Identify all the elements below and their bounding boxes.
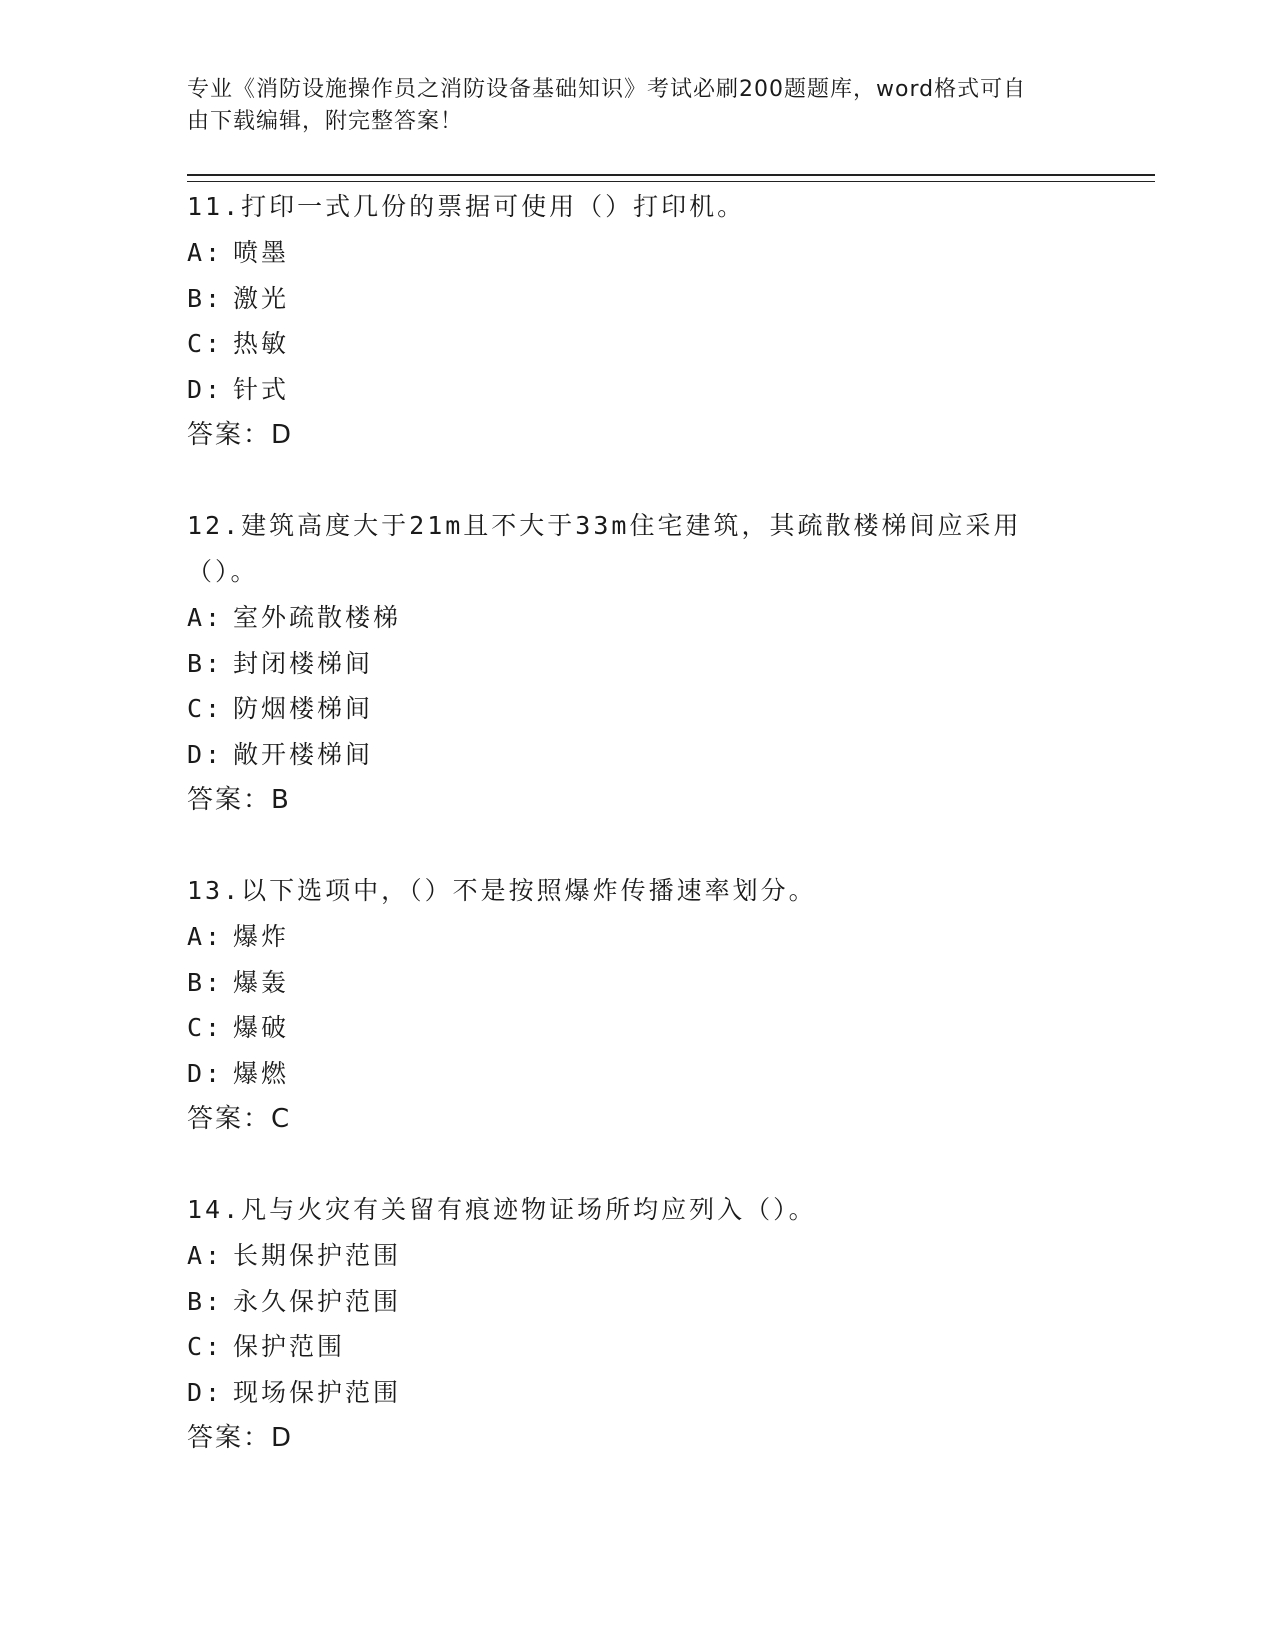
question-item [187, 184, 1155, 458]
option-text: 爆破 [233, 1013, 290, 1042]
option-c [187, 321, 1155, 367]
question-item [187, 868, 1155, 1142]
option-key: D: [187, 739, 224, 769]
option-d [187, 732, 1155, 778]
option-key: C: [187, 1013, 224, 1042]
answer-line: 答案：D [187, 420, 294, 450]
option-d [187, 367, 1155, 413]
option-key: B: [187, 648, 224, 678]
question-list [187, 184, 1155, 1461]
question-stem: 12.建筑高度大于21m且不大于33m住宅建筑，其疏散楼梯间应采用（）。 [187, 511, 1022, 586]
option-b [187, 641, 1155, 687]
option-text: 室外疏散楼梯 [233, 603, 402, 632]
option-text: 现场保护范围 [233, 1377, 402, 1407]
option-a [187, 914, 1155, 960]
option-text: 喷墨 [233, 238, 290, 267]
option-text: 防烟楼梯间 [233, 694, 374, 723]
option-b [187, 960, 1155, 1006]
option-key: A: [187, 1241, 224, 1270]
answer-line: 答案：B [187, 785, 291, 815]
option-text: 永久保护范围 [233, 1286, 402, 1316]
question-stem: 13.以下选项中，（）不是按照爆炸传播速率划分。 [187, 876, 817, 905]
option-d [187, 1370, 1155, 1416]
option-b [187, 276, 1155, 322]
question-stem: 14.凡与火灾有关留有痕迹物证场所均应列入（）。 [187, 1195, 817, 1224]
option-key: C: [187, 694, 224, 723]
option-text: 爆炸 [233, 922, 290, 951]
option-key: B: [187, 1286, 224, 1316]
option-key: D: [187, 374, 224, 404]
document-title: 专业《消防设施操作员之消防设备基础知识》考试必刷200题题库，word格式可自由下载编辑，附完整答案！ [187, 77, 1027, 134]
option-key: A: [187, 922, 224, 951]
header-divider [187, 174, 1155, 182]
option-d [187, 1051, 1155, 1097]
option-a [187, 595, 1155, 641]
option-c [187, 1324, 1155, 1370]
question-item [187, 503, 1155, 823]
option-text: 爆燃 [233, 1058, 290, 1088]
answer-line: 答案：C [187, 1104, 292, 1134]
option-key: B: [187, 283, 224, 313]
option-text: 敞开楼梯间 [233, 739, 374, 769]
document-page [187, 74, 1155, 1506]
option-a [187, 230, 1155, 276]
answer-line: 答案：D [187, 1423, 294, 1453]
option-c [187, 686, 1155, 732]
option-key: C: [187, 1332, 224, 1361]
question-item [187, 1187, 1155, 1461]
option-text: 针式 [233, 374, 290, 404]
option-b [187, 1279, 1155, 1325]
option-c [187, 1005, 1155, 1051]
option-key: D: [187, 1377, 224, 1407]
option-key: C: [187, 329, 224, 358]
option-key: B: [187, 967, 224, 997]
option-key: A: [187, 603, 224, 632]
option-text: 封闭楼梯间 [233, 648, 374, 678]
question-stem: 11.打印一式几份的票据可使用（）打印机。 [187, 192, 746, 221]
option-text: 保护范围 [233, 1332, 346, 1361]
option-text: 激光 [233, 283, 290, 313]
option-a [187, 1233, 1155, 1279]
option-key: A: [187, 238, 224, 267]
option-text: 爆轰 [233, 967, 290, 997]
option-text: 热敏 [233, 329, 290, 358]
option-key: D: [187, 1058, 224, 1088]
option-text: 长期保护范围 [233, 1241, 402, 1270]
